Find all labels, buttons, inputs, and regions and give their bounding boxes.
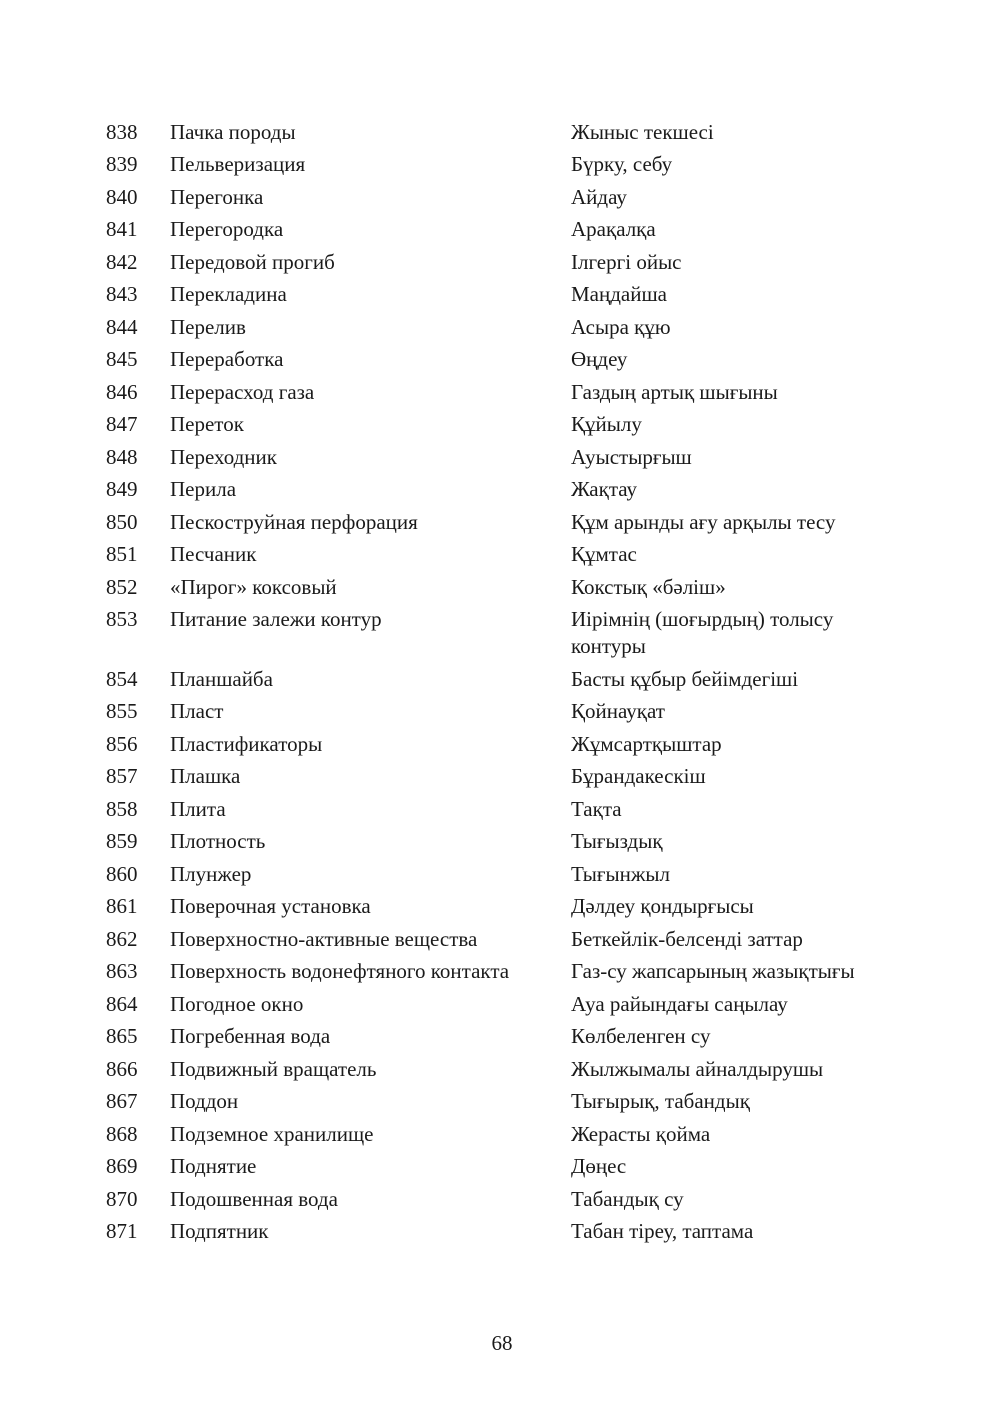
russian-term: Плашка [170,764,241,788]
russian-term: Поддон [170,1089,239,1113]
russian-term: Поднятие [170,1154,257,1178]
glossary-row [106,663,906,696]
glossary-row [106,279,906,312]
glossary-row [106,923,906,956]
kazakh-term: Өңдеу [571,347,628,371]
glossary-row [106,149,906,182]
entry-number: 849 [106,477,138,501]
kazakh-term: Құм арынды ағу арқылы тесу [571,509,836,534]
kazakh-term: Арақалқа [571,217,656,241]
entry-number: 842 [106,249,138,274]
entry-number: 846 [106,379,138,404]
entry-number: 855 [106,699,138,723]
glossary-row [106,1053,906,1086]
entry-number: 840 [106,184,138,209]
russian-term: Пескоструйная перфорация [170,509,418,534]
russian-term: Планшайба [170,666,273,691]
russian-term: Подземное хранилище [170,1121,374,1146]
entry-number: 851 [106,542,138,566]
kazakh-term: Маңдайша [571,282,667,306]
glossary-row [106,441,906,474]
glossary-table [106,116,906,1248]
russian-term: Поверхностно-активные вещества [170,926,478,951]
entry-number: 847 [106,412,138,436]
kazakh-term: Жерасты қойма [571,1121,711,1146]
kazakh-term: Бұрандакескіш [571,764,706,788]
russian-term: Подошвенная вода [170,1186,338,1211]
glossary-row [106,604,906,664]
glossary-row [106,956,906,989]
kazakh-term: Газ-су жапсарының жазықтығы [571,959,855,983]
russian-term: Подпятник [170,1219,269,1243]
russian-term: Переходник [170,444,277,469]
russian-term: Подвижный вращатель [170,1056,377,1081]
kazakh-term: Дәлдеу қондырғысы [571,894,754,918]
entry-number: 862 [106,926,138,951]
glossary-row [106,858,906,891]
kazakh-term: Газдың артық шығыны [571,379,778,404]
glossary-row [106,793,906,826]
glossary-row [106,311,906,344]
glossary-row [106,214,906,247]
glossary-row [106,474,906,507]
kazakh-term: Табандық су [571,1186,684,1211]
glossary-row [106,1216,906,1249]
russian-term: «Пирог» коксовый [170,574,337,599]
entry-number: 871 [106,1219,138,1243]
kazakh-term: Тақта [571,796,622,821]
kazakh-term: Құйылу [571,412,642,436]
glossary-row [106,988,906,1021]
kazakh-term: Ауа райындағы саңылау [571,991,788,1016]
glossary-row [106,891,906,924]
kazakh-term: Жылжымалы айналдырушы [571,1056,824,1081]
entry-number: 867 [106,1089,138,1113]
kazakh-term: Бүрку, себу [571,152,673,176]
russian-term: Перегонка [170,184,264,209]
russian-term: Пельверизация [170,152,306,176]
glossary-row [106,376,906,409]
russian-term: Перерасход газа [170,379,315,404]
russian-term: Перекладина [170,282,287,306]
russian-term: Пачка породы [170,119,296,144]
glossary-row [106,1118,906,1151]
kazakh-term: Иірімнің (шоғырдың) толысу контуры [571,607,834,658]
entry-number: 864 [106,991,138,1016]
entry-number: 859 [106,829,138,853]
entry-number: 843 [106,282,138,306]
kazakh-term: Қойнауқат [571,699,665,723]
russian-term: Плунжер [170,861,252,886]
kazakh-term: Жұмсартқыштар [571,731,722,756]
glossary-row [106,1151,906,1184]
kazakh-term: Құмтас [571,542,637,566]
kazakh-term: Асыра құю [571,314,671,339]
russian-term: Плита [170,796,226,821]
glossary-row [106,344,906,377]
entry-number: 854 [106,666,138,691]
entry-number: 848 [106,444,138,469]
kazakh-term: Табан тіреу, таптама [571,1219,754,1243]
russian-term: Погребенная вода [170,1024,331,1048]
entry-number: 858 [106,796,138,821]
russian-term: Пласт [170,699,224,723]
glossary-row [106,761,906,794]
glossary-row [106,1021,906,1054]
entry-number: 841 [106,217,138,241]
glossary-row [106,409,906,442]
russian-term: Перила [170,477,237,501]
kazakh-term: Беткейлік-белсенді заттар [571,926,803,951]
entry-number: 857 [106,764,138,788]
entry-number: 870 [106,1186,138,1211]
entry-number: 853 [106,607,138,631]
glossary-row [106,1086,906,1119]
kazakh-term: Айдау [571,184,627,209]
russian-term: Пластификаторы [170,731,323,756]
entry-number: 861 [106,894,138,918]
kazakh-term: Жыныс текшесі [571,119,714,144]
kazakh-term: Дөңес [571,1154,627,1178]
russian-term: Поверхность водонефтяного контакта [170,959,510,983]
entry-number: 845 [106,347,138,371]
russian-term: Переток [170,412,244,436]
kazakh-term: Ауыстырғыш [571,444,692,469]
russian-term: Переработка [170,347,284,371]
entry-number: 852 [106,574,138,599]
russian-term: Погодное окно [170,991,304,1016]
russian-term: Перелив [170,314,246,339]
glossary-row [106,116,906,149]
russian-term: Передовой прогиб [170,249,335,274]
kazakh-term: Тығынжыл [571,861,670,886]
glossary-row [106,181,906,214]
russian-term: Песчаник [170,542,257,566]
entry-number: 838 [106,119,138,144]
entry-number: 865 [106,1024,138,1048]
kazakh-term: Тығырық, табандық [571,1089,750,1113]
russian-term: Плотность [170,829,266,853]
entry-number: 844 [106,314,138,339]
glossary-row [106,571,906,604]
entry-number: 839 [106,152,138,176]
kazakh-term: Басты құбыр бейімдегіші [571,666,799,691]
glossary-row [106,1183,906,1216]
glossary-row [106,539,906,572]
kazakh-term: Жақтау [571,477,638,501]
kazakh-term: Кокстық «бәліш» [571,574,726,599]
kazakh-term: Тығыздық [571,829,663,853]
glossary-row [106,696,906,729]
glossary-row [106,728,906,761]
page-number: 68 [491,1331,513,1355]
glossary-row [106,506,906,539]
entry-number: 863 [106,959,138,983]
russian-term: Питание залежи контур [170,607,382,631]
entry-number: 868 [106,1121,138,1146]
kazakh-term: Көлбеленген су [571,1024,711,1048]
entry-number: 856 [106,731,138,756]
entry-number: 850 [106,509,138,534]
russian-term: Перегородка [170,217,284,241]
kazakh-term: Ілгергі ойыс [571,249,682,274]
glossary-row [106,826,906,859]
entry-number: 866 [106,1056,138,1081]
glossary-row [106,246,906,279]
entry-number: 869 [106,1154,138,1178]
russian-term: Поверочная установка [170,894,371,918]
entry-number: 860 [106,861,138,886]
